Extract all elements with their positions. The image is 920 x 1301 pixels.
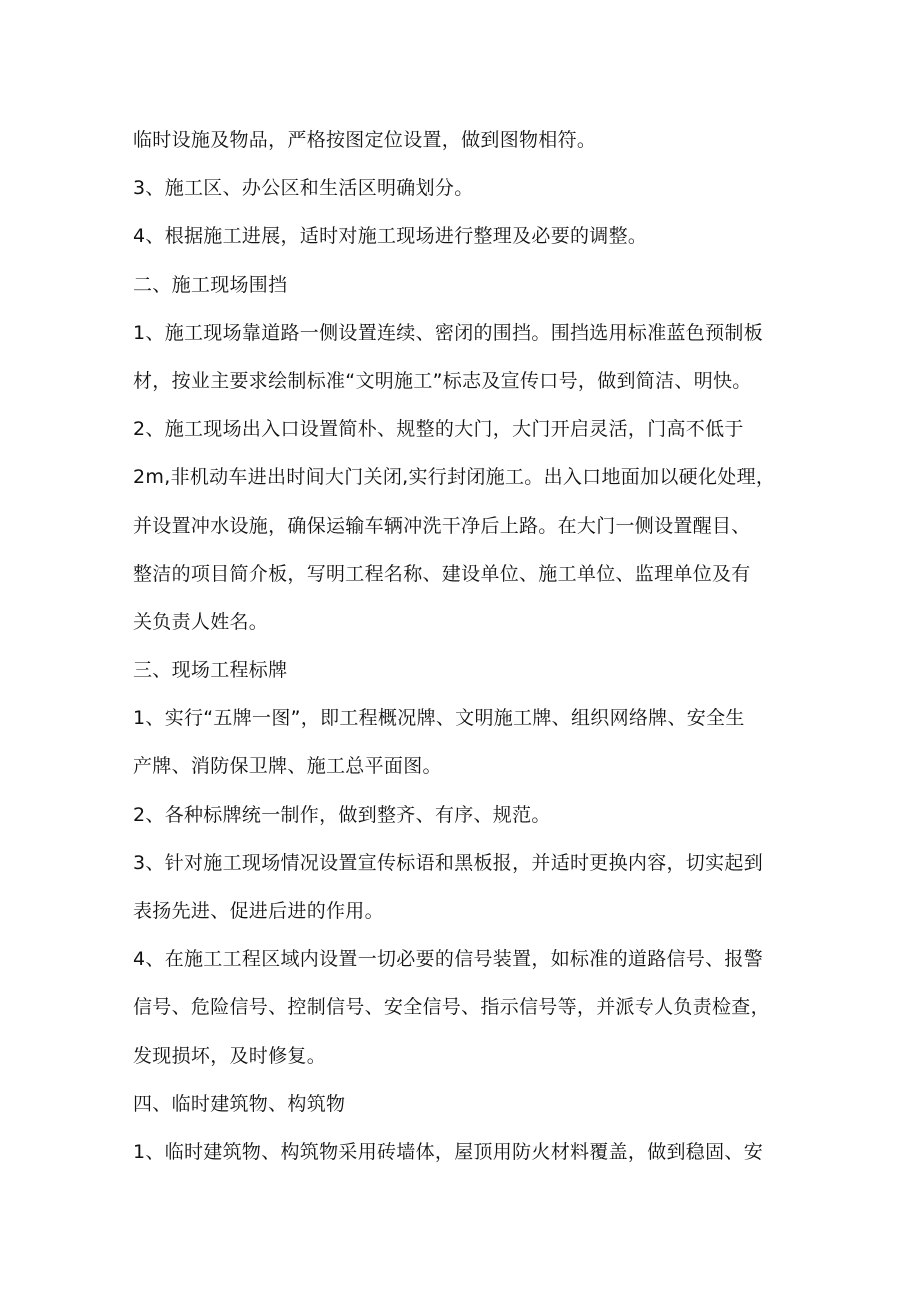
list-item: 3、施工区、办公区和生活区明确划分。 xyxy=(133,177,474,200)
text-line: 产牌、消防保卫牌、施工总平面图。 xyxy=(133,755,442,778)
text-line: 关负责人姓名。 xyxy=(133,610,269,633)
text-line: 整洁的项目简介板，写明工程名称、建设单位、施工单位、监理单位及有 xyxy=(133,562,751,585)
document-body xyxy=(133,116,813,1176)
section-heading: 二、施工现场围挡 xyxy=(133,273,288,296)
text-line: 材，按业主要求绘制标准“文明施工”标志及宣传口号，做到简洁、明快。 xyxy=(133,369,752,392)
list-item: 1、施工现场靠道路一侧设置连续、密闭的围挡。围挡选用标准蓝色预制板 xyxy=(133,321,763,344)
text-line: 发现损坏，及时修复。 xyxy=(133,1044,327,1067)
text-line: 并设置冲水设施，确保运输车辆冲洗干净后上路。在大门一侧设置醒目、 xyxy=(133,514,751,537)
text-line: 2m,非机动车进出时间大门关闭,实行封闭施工。出入口地面加以硬化处理， xyxy=(133,466,776,489)
section-heading: 四、临时建筑物、构筑物 xyxy=(133,1092,346,1115)
list-item: 4、在施工工程区域内设置一切必要的信号装置，如标准的道路信号、报警 xyxy=(133,948,763,971)
list-item: 1、临时建筑物、构筑物采用砖墙体，屋顶用防火材料覆盖，做到稳固、安 xyxy=(133,1140,763,1163)
list-item: 2、施工现场出入口设置简朴、规整的大门，大门开启灵活，门高不低于 xyxy=(133,418,744,441)
text-line: 临时设施及物品，严格按图定位设置，做到图物相符。 xyxy=(133,129,597,151)
text-line: 表扬先进、促进后进的作用。 xyxy=(133,900,384,922)
list-item: 4、根据施工进展，适时对施工现场进行整理及必要的调整。 xyxy=(133,225,648,248)
list-item: 1、实行“五牌一图”，即工程概况牌、文明施工牌、组织网络牌、安全生 xyxy=(133,707,745,730)
section-heading: 三、现场工程标牌 xyxy=(133,659,288,682)
text-line: 信号、危险信号、控制信号、安全信号、指示信号等，并派专人负责检查， xyxy=(133,996,770,1019)
list-item: 2、各种标牌统一制作，做到整齐、有序、规范。 xyxy=(133,803,551,826)
list-item: 3、针对施工现场情况设置宣传标语和黑板报，并适时更换内容，切实起到 xyxy=(133,851,763,874)
